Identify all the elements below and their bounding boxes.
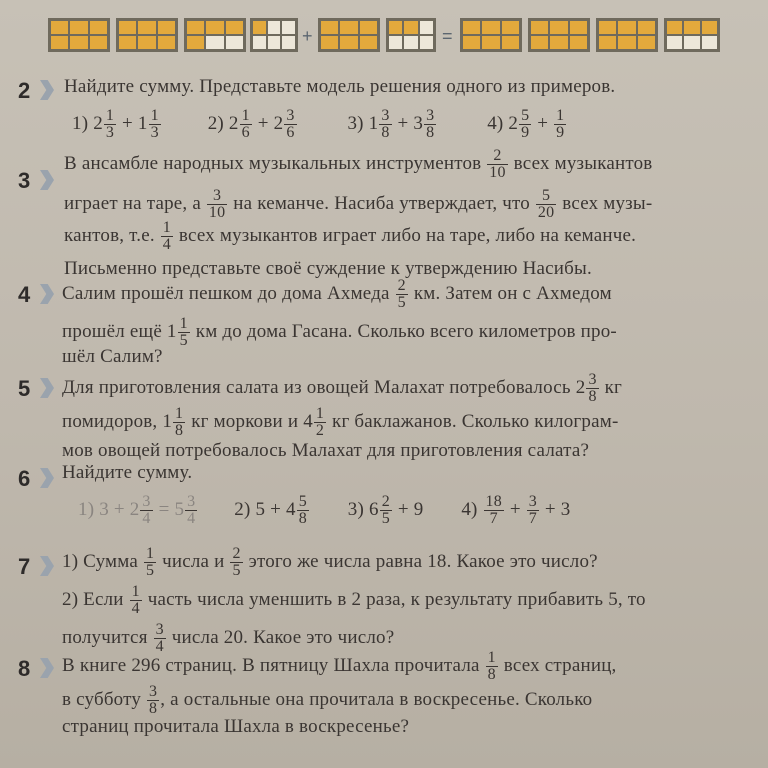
task-number: 3	[18, 168, 31, 193]
task-line: шёл Салим?	[62, 346, 163, 367]
task-line: Для приготовления салата из овощей Малахат потребовалось 2 $\frac{3}{8}$ кг	[62, 371, 623, 405]
model-grid	[48, 18, 110, 52]
task-line: получится $\frac{3}{4}$ числа 20. Какое это число?	[62, 621, 395, 655]
examples-row: 1) 3 + 2 $\frac{3}{4}$ = 5 $\frac{3}{4}$ 2) 5 + 4 $\frac{5}{8}$ 3) 6 $\frac{2}{5}$ + 9 4) $\frac{18}{7}$ + $\frac{3}{7}$ + 3	[78, 493, 571, 527]
task-number: 6	[18, 466, 31, 491]
task-text: Найдите сумму.	[62, 462, 193, 483]
model-grid	[116, 18, 178, 52]
model-grid	[596, 18, 658, 52]
task-number: 2	[18, 78, 31, 103]
chevron-icon	[40, 284, 54, 304]
task-line: В книге 296 страниц. В пятницу Шахла прочитала $\frac{1}{8}$ всех страниц,	[62, 649, 617, 683]
model-grid	[664, 18, 720, 52]
task-line: 1) Сумма $\frac{1}{5}$ числа и $\frac{2}{5}$ этого же числа равна 18. Какое это число?	[62, 545, 598, 579]
chevron-icon	[40, 170, 54, 190]
task-line: играет на таре, а $\frac{3}{10}$ на кеманче. Насиба утверждает, что $\frac{5}{20}$ всех музы-	[64, 187, 653, 221]
equals-sign: =	[442, 26, 453, 46]
task-line: в субботу $\frac{3}{8}$ , а остальные она прочитала в воскресенье. Сколько	[62, 683, 593, 717]
task-line: Салим прошёл пешком до дома Ахмеда $\frac{2}{5}$ км. Затем он с Ахмедом	[62, 277, 612, 311]
task-line: страниц прочитала Шахла в воскресенье?	[62, 716, 410, 737]
model-grid	[184, 18, 246, 52]
model-grid	[250, 18, 298, 52]
task-line: 2) Если $\frac{1}{4}$ часть числа уменшить в 2 раза, к результату прибавить 5, то	[62, 583, 646, 617]
task-line: мов овощей потребовалось Малахат для приготовления салата?	[62, 440, 590, 461]
task-number: 5	[18, 376, 31, 401]
task-number: 8	[18, 656, 31, 681]
fraction-models	[40, 8, 720, 56]
chevron-icon	[40, 556, 54, 576]
task-line: помидоров, 1 $\frac{1}{8}$ кг моркови и 4 $\frac{1}{2}$ кг баклажанов. Сколько килограм-	[62, 405, 619, 439]
task-text: Найдите сумму. Представьте модель решения одного из примеров.	[64, 76, 616, 97]
task-number: 4	[18, 282, 31, 307]
model-grid	[460, 18, 522, 52]
plus-sign: +	[302, 26, 313, 46]
task-line: кантов, т.е. $\frac{1}{4}$ всех музыкантов играет либо на таре, либо на кеманче.	[64, 219, 637, 253]
chevron-icon	[40, 80, 54, 100]
model-grid	[528, 18, 590, 52]
chevron-icon	[40, 658, 54, 678]
task-line: Письменно представьте своё суждение к утверждению Насибы.	[64, 258, 592, 279]
task-line: прошёл ещё 1 $\frac{1}{5}$ км до дома Гасана. Сколько всего километров про-	[62, 315, 617, 349]
model-grid	[386, 18, 436, 52]
chevron-icon	[40, 468, 54, 488]
task-number: 7	[18, 554, 31, 579]
model-grid	[318, 18, 380, 52]
chevron-icon	[40, 378, 54, 398]
examples-row: 1) 2 $\frac{1}{3}$ + 1 $\frac{1}{3}$ 2) 2 $\frac{1}{6}$ + 2 $\frac{3}{6}$ 3) 1 $\frac{3}{8}$ + 3 $\frac{3}{8}$ 4) 2 $\frac{5}{9}$ + $\frac{1}{9}$	[72, 107, 565, 141]
task-line: В ансамбле народных музыкальных инструментов $\frac{2}{10}$ всех музыкантов	[64, 147, 653, 181]
